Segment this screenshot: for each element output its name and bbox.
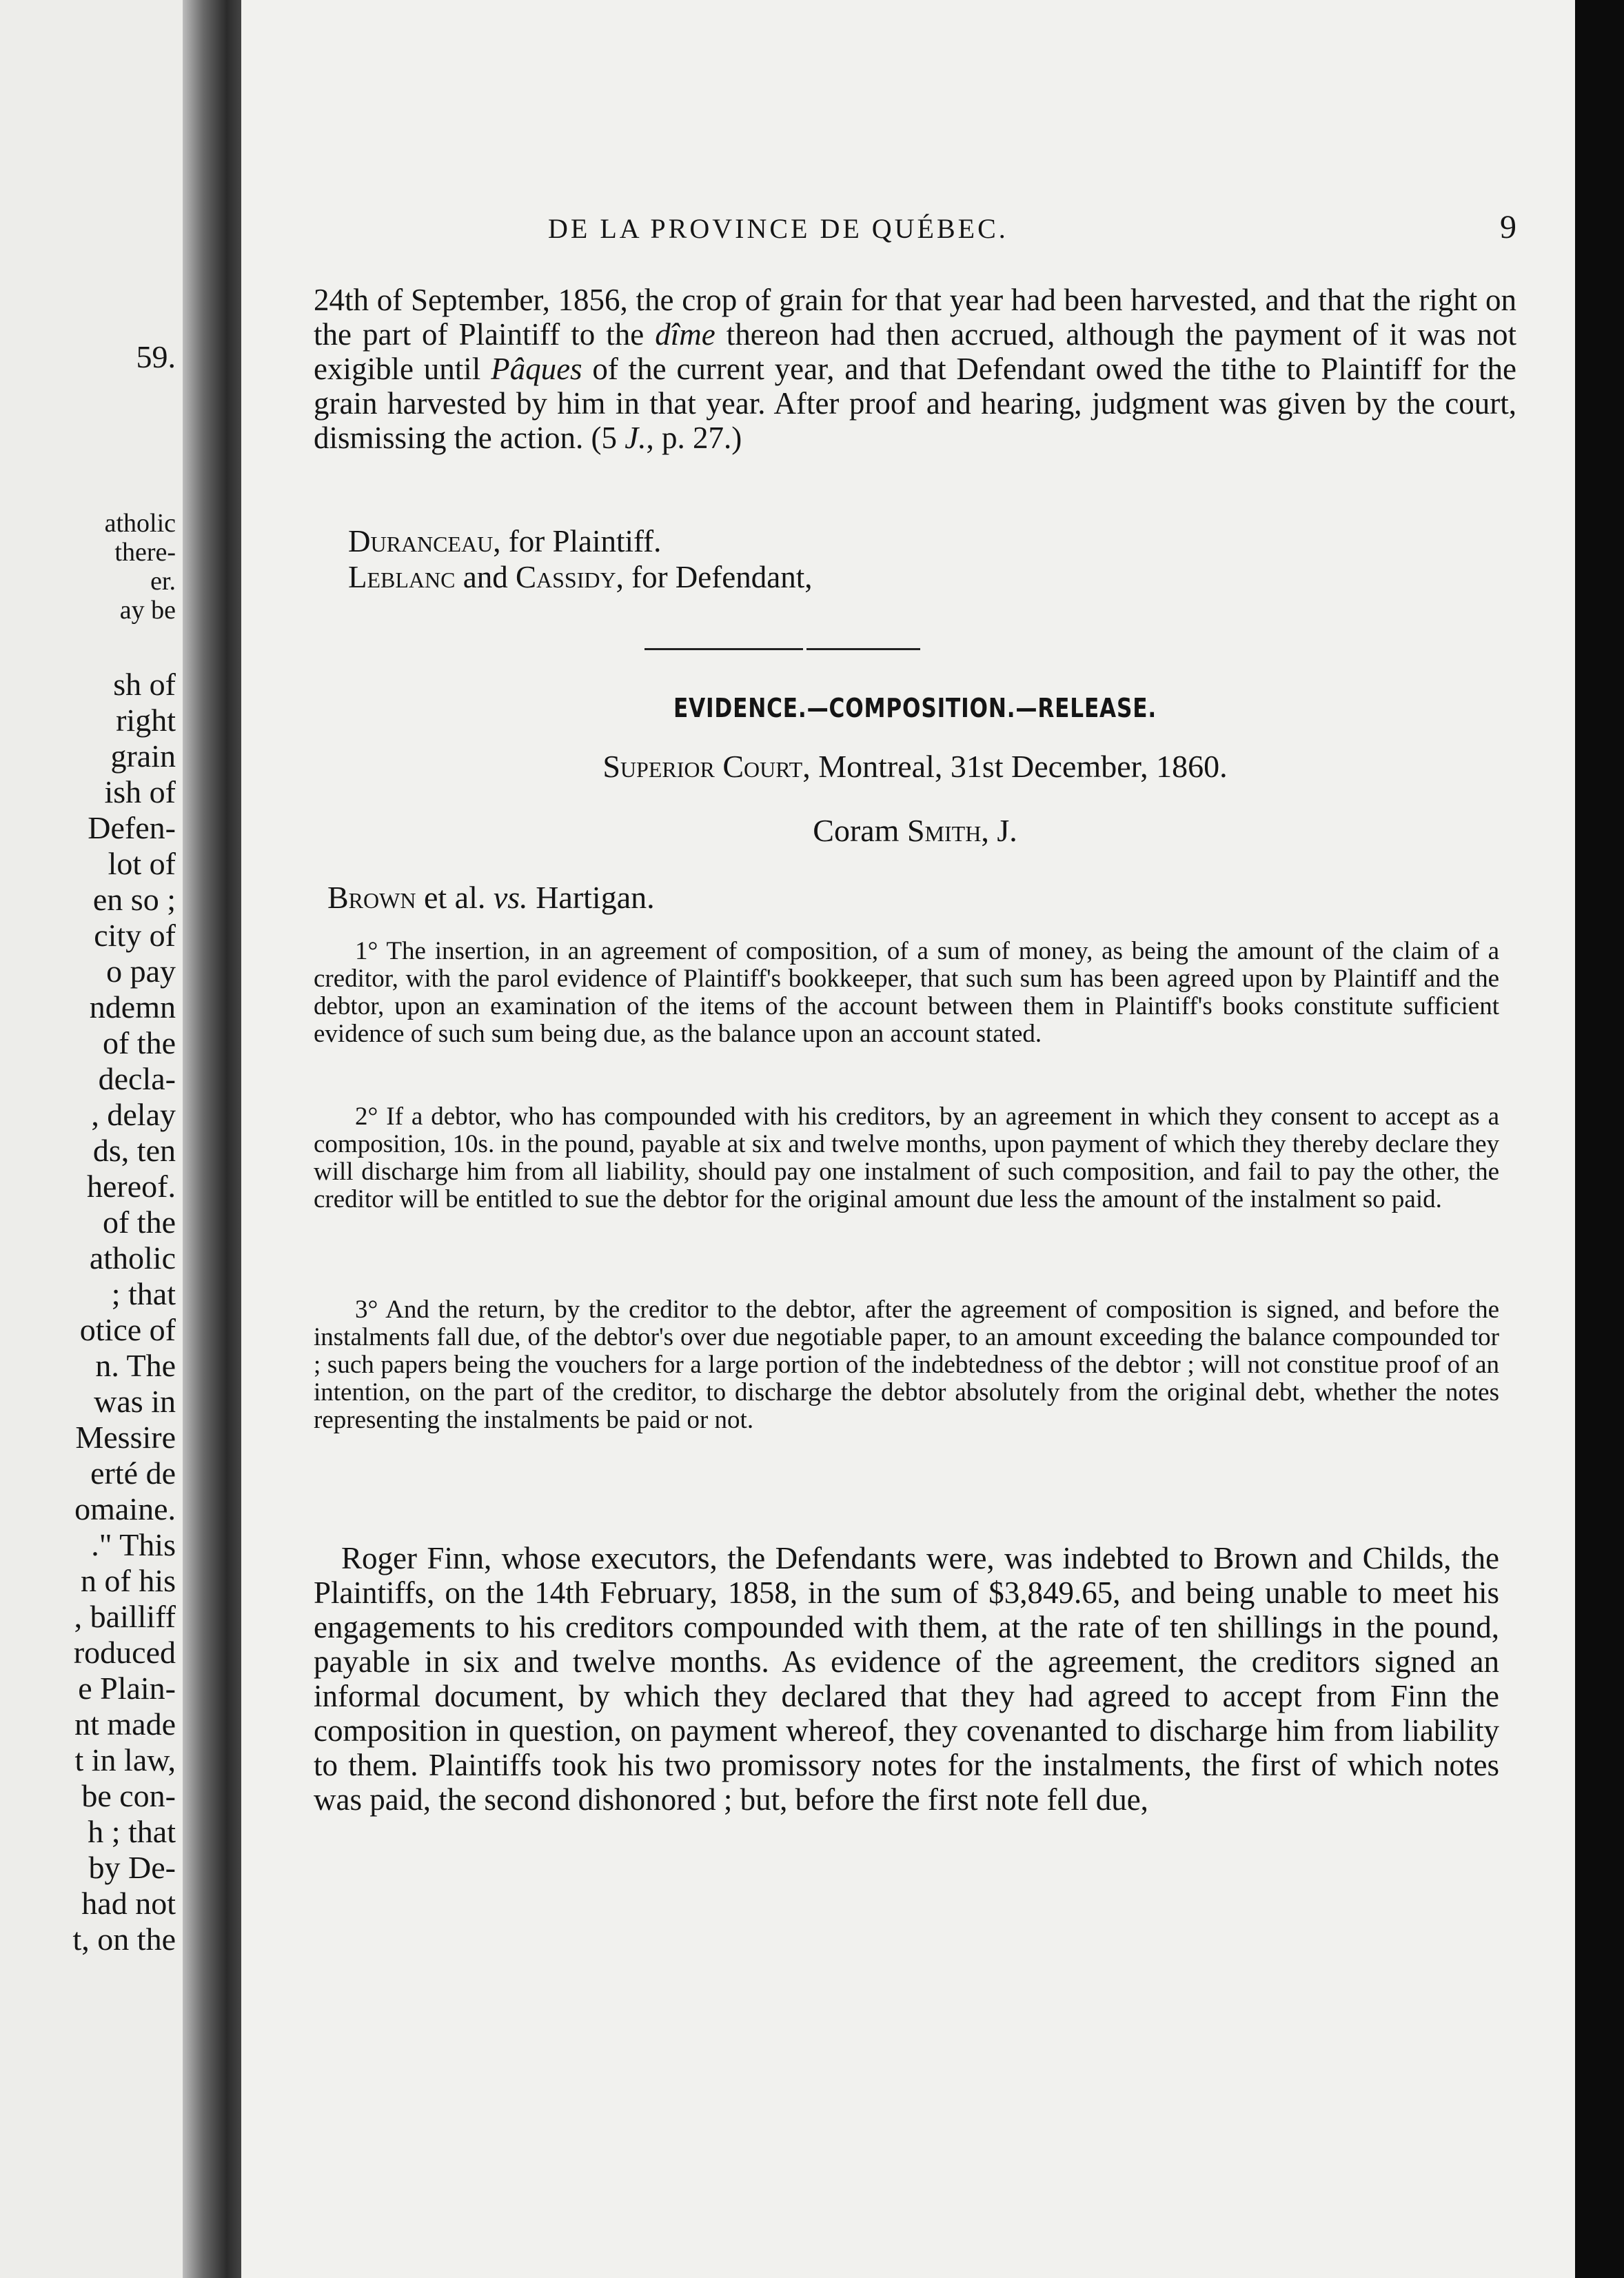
section-rule-left (644, 648, 803, 650)
facing-page-line: nt made (74, 1706, 176, 1742)
facing-page-line: 59. (136, 339, 176, 374)
facing-page-line: hereof. (87, 1169, 176, 1204)
facing-page-line: ; that (111, 1276, 176, 1311)
coram-line: Coram Smith, J. (813, 813, 1017, 848)
facing-page-fragment (0, 0, 183, 2278)
facing-page-line: be con- (81, 1778, 176, 1813)
headnote-1: 1° The insertion, in an agreement of composition, of a sum of money, as being the amount of the claim of a creditor, with the parol evidence of Plaintiff's bookkeeper, that such sum has been agreed upon by Plaintiff and the debtor, upon an examination of the items of the account between them in Plaintiff's books constitute sufficient evidence of such sum being due, as the balance upon an account stated. (314, 937, 1499, 1048)
facing-page-line: ish of (104, 774, 176, 809)
court-line: Superior Court, Montreal, 31st December, 1860. (602, 749, 1228, 784)
facing-page-line: atholic (89, 1240, 176, 1276)
facing-page-line: city of (94, 918, 176, 953)
facing-page-line: decla- (98, 1061, 176, 1096)
facing-page-line: was in (94, 1384, 176, 1419)
page-number: 9 (1500, 209, 1516, 245)
facing-page-line: grain (110, 738, 176, 774)
section-rule-right (806, 648, 920, 650)
facing-page-line: e Plain- (78, 1671, 176, 1706)
facing-page-line: er. (150, 567, 176, 596)
facing-page-line: ds, ten (92, 1133, 176, 1168)
facing-page-line: , bailliff (74, 1599, 176, 1634)
facing-page-line: had not (81, 1886, 176, 1921)
facing-page-line: t in law, (74, 1742, 176, 1777)
facing-page-line: t, on the (72, 1922, 176, 1957)
facing-page-line: Messire (75, 1420, 176, 1455)
facing-page-line: ndemn (89, 989, 176, 1025)
facing-page-line: of the (102, 1025, 176, 1060)
facing-page-line: n. The (95, 1348, 176, 1383)
facing-page-line: o pay (106, 954, 176, 989)
headnote-3: 3° And the return, by the creditor to the debtor, after the agreement of composition is signed, and before the instalments fall due, of the debtor's over due negotiable paper, to an amount exceeding the balance compounded tor ; such papers being the vouchers for a large portion of the indebtedness of the debtor ; will not constitue proof of an intention, on the part of the creditor, to discharge the debtor absolutely from the original debt, whether the notes representing the instalments be paid or not. (314, 1296, 1499, 1434)
facing-page-line: roduced (73, 1635, 176, 1670)
facing-page-line: right (116, 703, 176, 738)
scan-edge (1575, 0, 1624, 2278)
facing-page-line: of the (102, 1204, 176, 1240)
facing-page-line: Defen- (88, 810, 176, 845)
book-gutter (183, 0, 241, 2278)
facing-page-line: ay be (119, 596, 176, 625)
facing-page-line: erté de (90, 1455, 176, 1491)
facing-page-line: sh of (113, 667, 176, 702)
facing-page-line: en so ; (92, 882, 176, 917)
section-title: EVIDENCE.—COMPOSITION.—RELEASE. (673, 693, 1157, 723)
case-name: Brown et al. vs. Hartigan. (327, 880, 655, 915)
facing-page-line: by De- (88, 1850, 176, 1885)
headnote-2: 2° If a debtor, who has compounded with his creditors, by an agreement in which they consent to accept as a composition, 10s. in the pound, payable at six and twelve months, upon payment of which they thereby declare they will discharge him from all liability, should pay one instalment of such composition, and fail to pay the other, the creditor will be entitled to sue the debtor for the original amount due less the amount of the instalment so paid. (314, 1102, 1499, 1213)
facing-page-line: there- (114, 538, 176, 567)
facing-page-line: lot of (108, 846, 176, 881)
facing-page-line: , delay (91, 1097, 176, 1132)
facing-page-line: omaine. (74, 1491, 176, 1526)
facing-page-line: otice of (79, 1312, 176, 1347)
main-text-paragraph: Roger Finn, whose executors, the Defendants were, was indebted to Brown and Childs, the Plaintiffs, on the 14th February, 1858, in the sum of $3,849.65, and being unable to meet his engagements to his creditors compounded with them, at the rate of ten shillings in the pound, payable in six and twelve months. As evidence of the agreement, the creditors signed an informal document, by which they declared that they had agreed to accept from Finn the composition in question, on payment whereof, they covenanted to discharge him from liability to them. Plaintiffs took his two promissory notes for the instalments, the first of which notes was paid, the second dishonored ; but, before the first note fell due, (314, 1541, 1499, 1817)
facing-page-line: atholic (104, 509, 176, 538)
running-title: DE LA PROVINCE DE QUÉBEC. (548, 213, 1008, 244)
page (241, 0, 1575, 2278)
counsel-defendant: Leblanc and Cassidy, for Defendant, (348, 560, 813, 594)
counsel-plaintiff: Duranceau, for Plaintiff. (348, 524, 662, 558)
facing-page-line: ." This (91, 1527, 176, 1562)
continuation-paragraph: 24th of September, 1856, the crop of grain for that year had been harvested, and that the right on the part of Plaintiff to the dîme thereon had then accrued, although the payment of it was not exigible until Pâques of the current year, and that Defendant owed the tithe to Plaintiff for the grain harvested by him in that year. After proof and hearing, judgment was given by the court, dismissing the action. (5 J., p. 27.) (314, 283, 1516, 455)
facing-page-line: h ; that (88, 1814, 176, 1849)
running-head (314, 209, 1516, 254)
facing-page-line: n of his (81, 1563, 176, 1598)
